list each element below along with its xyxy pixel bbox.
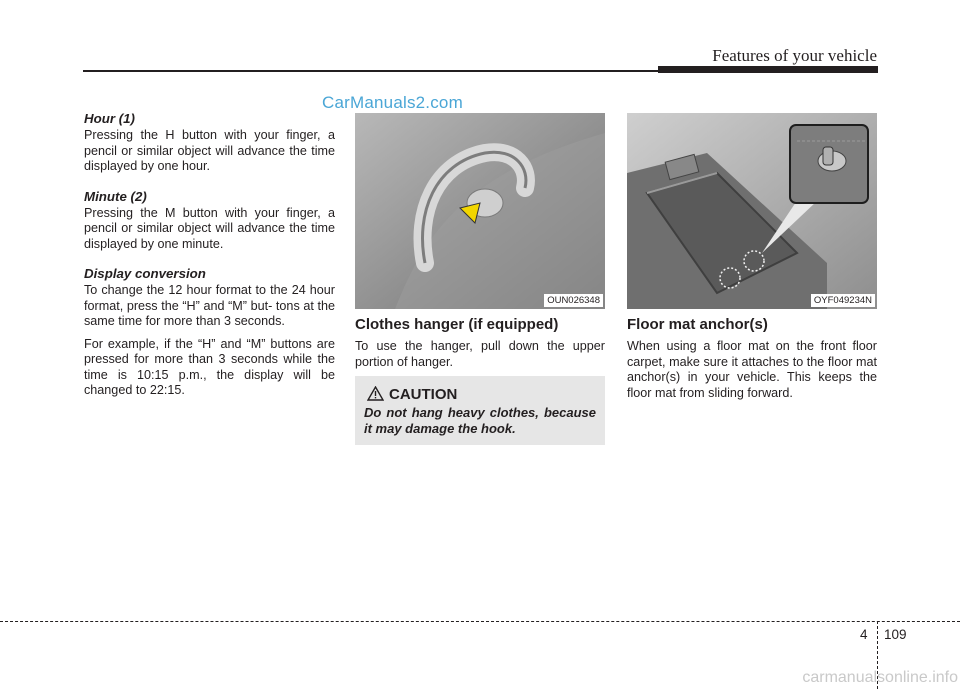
minute-heading: Minute (2) — [84, 188, 147, 204]
photo-code: OYF049234N — [811, 294, 875, 307]
column-clothes-hanger — [355, 316, 605, 370]
page-number: 109 — [884, 627, 907, 642]
photo-code: OUN026348 — [544, 294, 603, 307]
clothes-hanger-photo — [355, 113, 605, 309]
floor-mat-title: Floor mat anchor(s) — [627, 316, 768, 333]
warning-triangle-icon — [367, 386, 384, 406]
chapter-number: 4 — [860, 627, 868, 642]
floor-mat-text: When using a floor mat on the front floor carpet, make sure it attaches to the floor mat anchor(s) in your vehicle. This keeps the floor mat from sliding forward. — [627, 339, 877, 400]
display-heading: Display conversion — [84, 266, 206, 281]
floor-mat-photo — [627, 113, 877, 309]
minute-text: Pressing the M button with your finger, a pencil or similar object will advance the time displayed by one minute. — [84, 205, 335, 251]
header-rule — [83, 70, 658, 72]
column-floor-mat — [627, 316, 877, 401]
hour-text: Pressing the H button with your finger, a pencil or similar object will advance the time displayed by one hour. — [84, 128, 335, 173]
hour-heading: Hour (1) — [84, 111, 135, 126]
display-text-1: To change the 12 hour format to the 24 hour format, press the “H” and “M” but- tons at the same time for more than 3 seconds. — [84, 283, 335, 328]
clothes-hanger-text: To use the hanger, pull down the upper portion of hanger. — [355, 339, 605, 369]
watermark-bottom-link[interactable]: carmanualsonline.info — [802, 669, 958, 686]
watermark-link[interactable]: CarManuals2.com — [322, 93, 463, 112]
header-tab-bar — [658, 66, 878, 73]
display-text-2: For example, if the “H” and “M” buttons are pressed for more than 3 seconds while the time is 10:15 p.m., the display will be changed to 22:15. — [84, 336, 335, 397]
column-clock-settings — [84, 111, 335, 399]
caution-title: CAUTION — [389, 386, 458, 403]
caution-text: Do not hang heavy clothes, because it may damage the hook. — [364, 405, 596, 436]
footer-rule — [0, 621, 960, 622]
running-header: Features of your vehicle — [712, 46, 877, 65]
clothes-hanger-title: Clothes hanger (if equipped) — [355, 316, 559, 333]
